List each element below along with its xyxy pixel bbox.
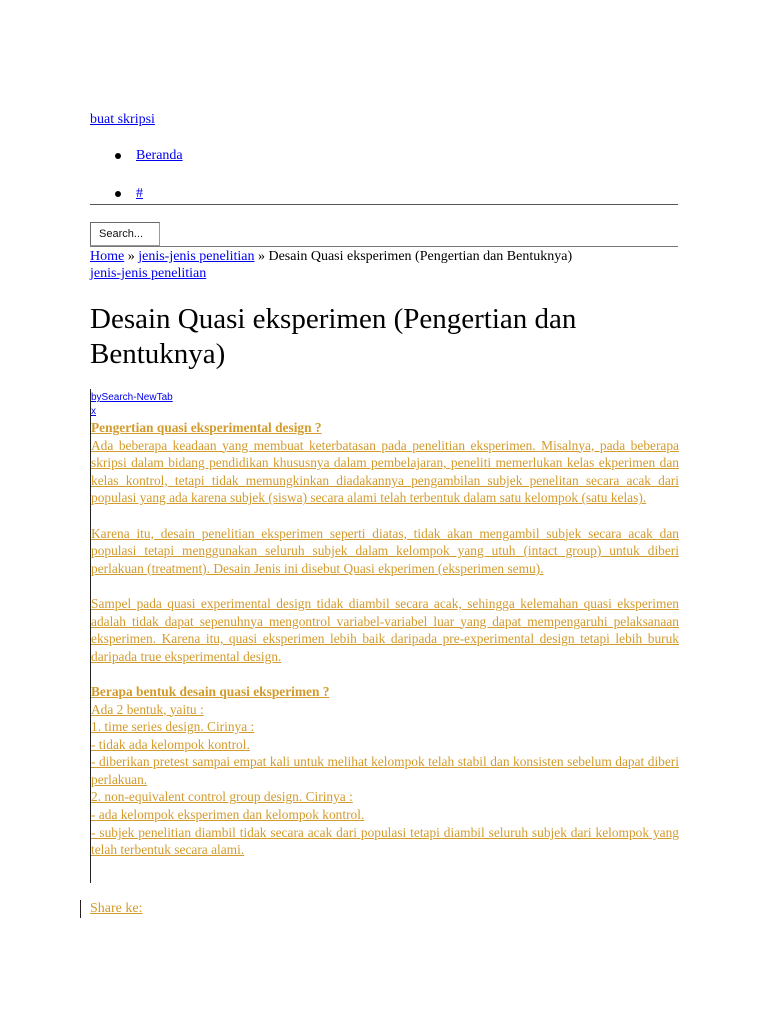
paragraph: Karena itu, desain penelitian eksperimen seperti diatas, tidak akan mengambil subjek secara acak dan populasi tetapi menggunakan seluruh subjek dalam kelompok yang utuh (intact group) untuk diberi perlakuan (treatment). Desain Jenis ini disebut Quasi ekperimen (eksperimen semu). xyxy=(91,525,679,576)
list-line: 2. non-equivalent control group design. Cirinya : xyxy=(91,789,353,805)
list-line: Ada 2 bentuk, yaitu : xyxy=(91,701,204,717)
breadcrumb-separator: » xyxy=(254,249,269,264)
breadcrumb-separator: » xyxy=(124,249,139,264)
breadcrumb-category-link[interactable]: jenis-jenis penelitian xyxy=(138,249,255,264)
section-heading: Pengertian quasi eksperimental design ? xyxy=(91,420,322,435)
nav-divider xyxy=(90,204,678,205)
list-line: - subjek penelitian diambil tidak secara acak dari populasi tetapi diambil seluruh subjek dari kelompok yang telah terbentuk secara alami. xyxy=(91,824,679,858)
list-line: - ada kelompok eksperimen dan kelompok kontrol. xyxy=(91,807,365,823)
breadcrumb-home-link[interactable]: Home xyxy=(90,249,125,264)
close-link[interactable]: x xyxy=(91,406,96,417)
article-text xyxy=(91,419,679,859)
list-line: - tidak ada kelompok kontrol. xyxy=(91,736,250,752)
paragraph: Sampel pada quasi experimental design tidak diambil secara acak, sehingga kelemahan quasi eksperimen adalah tidak dapat sepenuhnya mengontrol variabel-variabel luar yang dapat mempengaruhi pelaksanaan eksperimen. Karena itu, quasi eksperimen lebih baik daripada pre-experimental design tetapi lebih buruk daripada true eksperimental design. xyxy=(91,595,679,664)
paragraph: Ada beberapa keadaan yang membuat keterbatasan pada penelitian eksperimen. Misalnya, pada beberapa skripsi dalam bidang pendidikan khususnya dalam pembelajaran, peneliti memerlukan kelas ekperimen dan kelas kontrol, tetapi tidak memungkinkan diadakannya pengambilan subjek penelitan secara acak dari populasi yang ada karena subjek (siswa) secara alami telah terbentuk dalam satu kelompok (satu kelas). xyxy=(91,437,679,506)
nav-link-hash[interactable]: # xyxy=(136,186,143,201)
byline-link[interactable]: bySearch-NewTab xyxy=(91,392,173,403)
share-link[interactable]: Share ke: xyxy=(90,901,143,916)
post-category-link[interactable]: jenis-jenis penelitian xyxy=(90,266,207,281)
search-input[interactable]: Search... xyxy=(90,222,160,246)
list-line: 1. time series design. Cirinya : xyxy=(91,719,255,735)
share-divider xyxy=(80,900,81,918)
search-divider xyxy=(90,246,678,247)
nav-item-hash xyxy=(90,184,678,204)
breadcrumb-current: Desain Quasi eksperimen (Pengertian dan Bentuknya) xyxy=(268,249,573,264)
list-line: - diberikan pretest sampai empat kali untuk melihat kelompok telah stabil dan konsisten sebelum dapat diberi perlakuan. xyxy=(91,754,679,787)
section-heading: Berapa bentuk desain quasi eksperimen ? xyxy=(91,683,330,699)
main-nav xyxy=(90,146,678,204)
breadcrumb xyxy=(90,249,572,265)
page-title: Desain Quasi eksperimen (Pengertian dan Bentuknya) xyxy=(90,303,577,370)
nav-link-beranda[interactable]: Beranda xyxy=(136,148,183,163)
site-title-link[interactable]: buat skripsi xyxy=(90,112,155,127)
post-body xyxy=(90,389,679,883)
nav-item-beranda xyxy=(90,146,678,166)
